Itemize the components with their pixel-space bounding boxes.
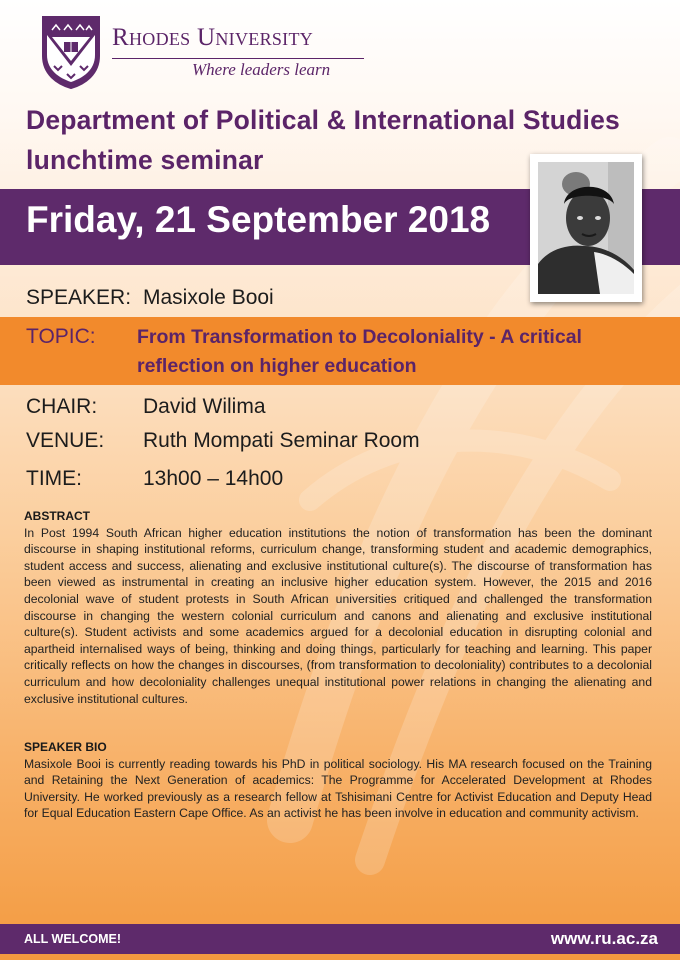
chair-label: CHAIR: xyxy=(26,395,98,418)
bio-text: Masixole Booi is currently reading towards his PhD in political sociology. His MA research focused on the Training and Retaining the Next Generation of academics: The Programme for Accelerated Development at Rhodes University. He worked previously as a research fellow at Tshisimani Centre for Activist Education and Deputy Head for Equal Education Eastern Cape Office. As an activist he has been involve in education and community activism. xyxy=(24,756,652,821)
website-link[interactable]: www.ru.ac.za xyxy=(550,929,658,948)
time-value: 13h00 – 14h00 xyxy=(143,467,284,490)
event-date: Friday, 21 September 2018 xyxy=(26,199,491,240)
speaker-photo-frame xyxy=(530,154,642,302)
venue-label: VENUE: xyxy=(26,429,105,452)
topic-label: TOPIC: xyxy=(26,325,96,348)
university-crest-icon xyxy=(40,14,102,90)
topic-value: From Transformation to Decoloniality - A critical reflection on higher education xyxy=(137,326,582,377)
bio-section xyxy=(24,739,652,822)
speaker-value: Masixole Booi xyxy=(143,286,274,309)
footer-bar xyxy=(0,924,680,954)
speaker-photo xyxy=(538,162,634,294)
chair-value: David Wilima xyxy=(143,395,266,418)
chair-row xyxy=(26,395,266,419)
speaker-row xyxy=(26,286,274,310)
abstract-text: In Post 1994 South African higher education institutions the notion of transformation has been the dominant discourse in shaping institutional reforms, curriculum change, transforming student and academic demographics, student access and success, alienating and exclusive institutional culture(s). The discourse of transformation has been viewed as instrumental in creating an inclusive higher education system. However, the 2015 and 2016 decolonial wave of student protests in South African universities critiqued and challenged the transformation discourse in changing the western colonial curriculum and canons and alienating and exclusive institutional culture(s). Student activists and some academics argued for a decolonial education in disrupting colonial and apartheid internalised ways of being, thinking and doing things, particularly for teaching and learning. This paper critically reflects on how the changes in discourses, (from transformation to decoloniality) contributes to a decolonial curriculum and how decoloniality challenges unequal institutional power relations in changing the alienating and exclusive institutional cultures. xyxy=(24,525,652,706)
university-name: Rhodes University xyxy=(112,24,314,51)
venue-value: Ruth Mompati Seminar Room xyxy=(143,429,420,452)
header-divider xyxy=(112,58,364,59)
time-label: TIME: xyxy=(26,467,82,490)
department-title: Department of Political & International Studies lunchtime seminar xyxy=(26,105,620,175)
time-row xyxy=(26,467,283,491)
all-welcome-text: ALL WELCOME! xyxy=(24,932,121,946)
topic-banner xyxy=(0,317,680,385)
abstract-heading: ABSTRACT xyxy=(24,509,90,523)
university-tagline: Where leaders learn xyxy=(192,60,331,79)
speaker-label: SPEAKER: xyxy=(26,286,132,309)
bio-heading: SPEAKER BIO xyxy=(24,740,107,754)
abstract-section xyxy=(24,508,652,707)
venue-row xyxy=(26,429,420,453)
